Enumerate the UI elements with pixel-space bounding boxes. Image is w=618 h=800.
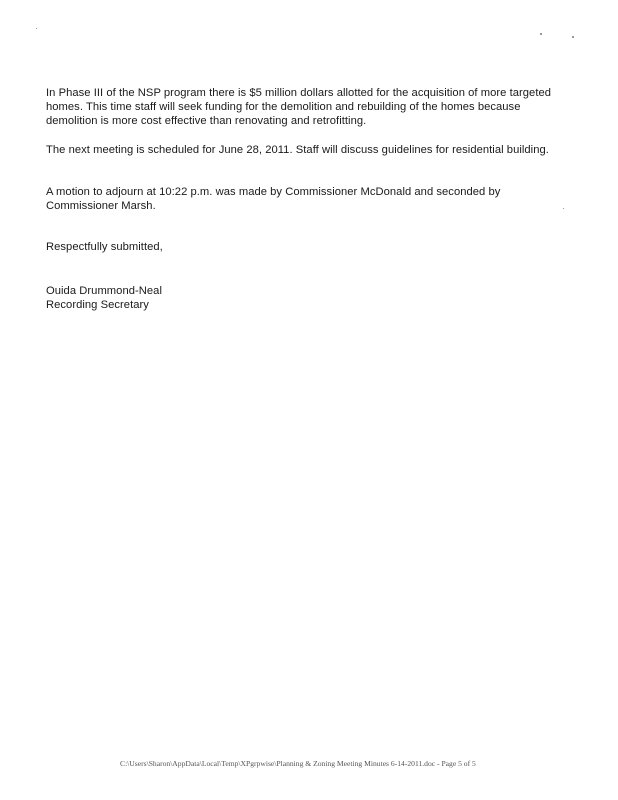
paragraph-adjournment: A motion to adjourn at 10:22 p.m. was made by Commissioner McDonald and seconded by Commissioner Marsh. (46, 186, 501, 212)
signature-block (46, 284, 566, 312)
paragraph-next-meeting: The next meeting is scheduled for June 28, 2011. Staff will discuss guidelines for residential building. (46, 144, 549, 156)
scan-speck (572, 36, 574, 38)
signer-name: Ouida Drummond-Neal (46, 285, 162, 297)
closing-salutation: Respectfully submitted, (46, 241, 163, 253)
scan-speck (36, 28, 37, 29)
page-footer-file-path: C:\Users\Sharon\AppData\Local\Temp\XPgrpwise\Planning & Zoning Meeting Minutes 6-14-2011.doc - Page 5 of 5 (120, 759, 476, 768)
signer-title: Recording Secretary (46, 299, 149, 311)
scan-speck (540, 33, 542, 35)
paragraph-nsp-phase-three: In Phase III of the NSP program there is $5 million dollars allotted for the acquisition of more targeted homes. This time staff will seek funding for the demolition and rebuilding of the homes because demolition is more cost effective than renovating and retrofitting. (46, 87, 552, 127)
